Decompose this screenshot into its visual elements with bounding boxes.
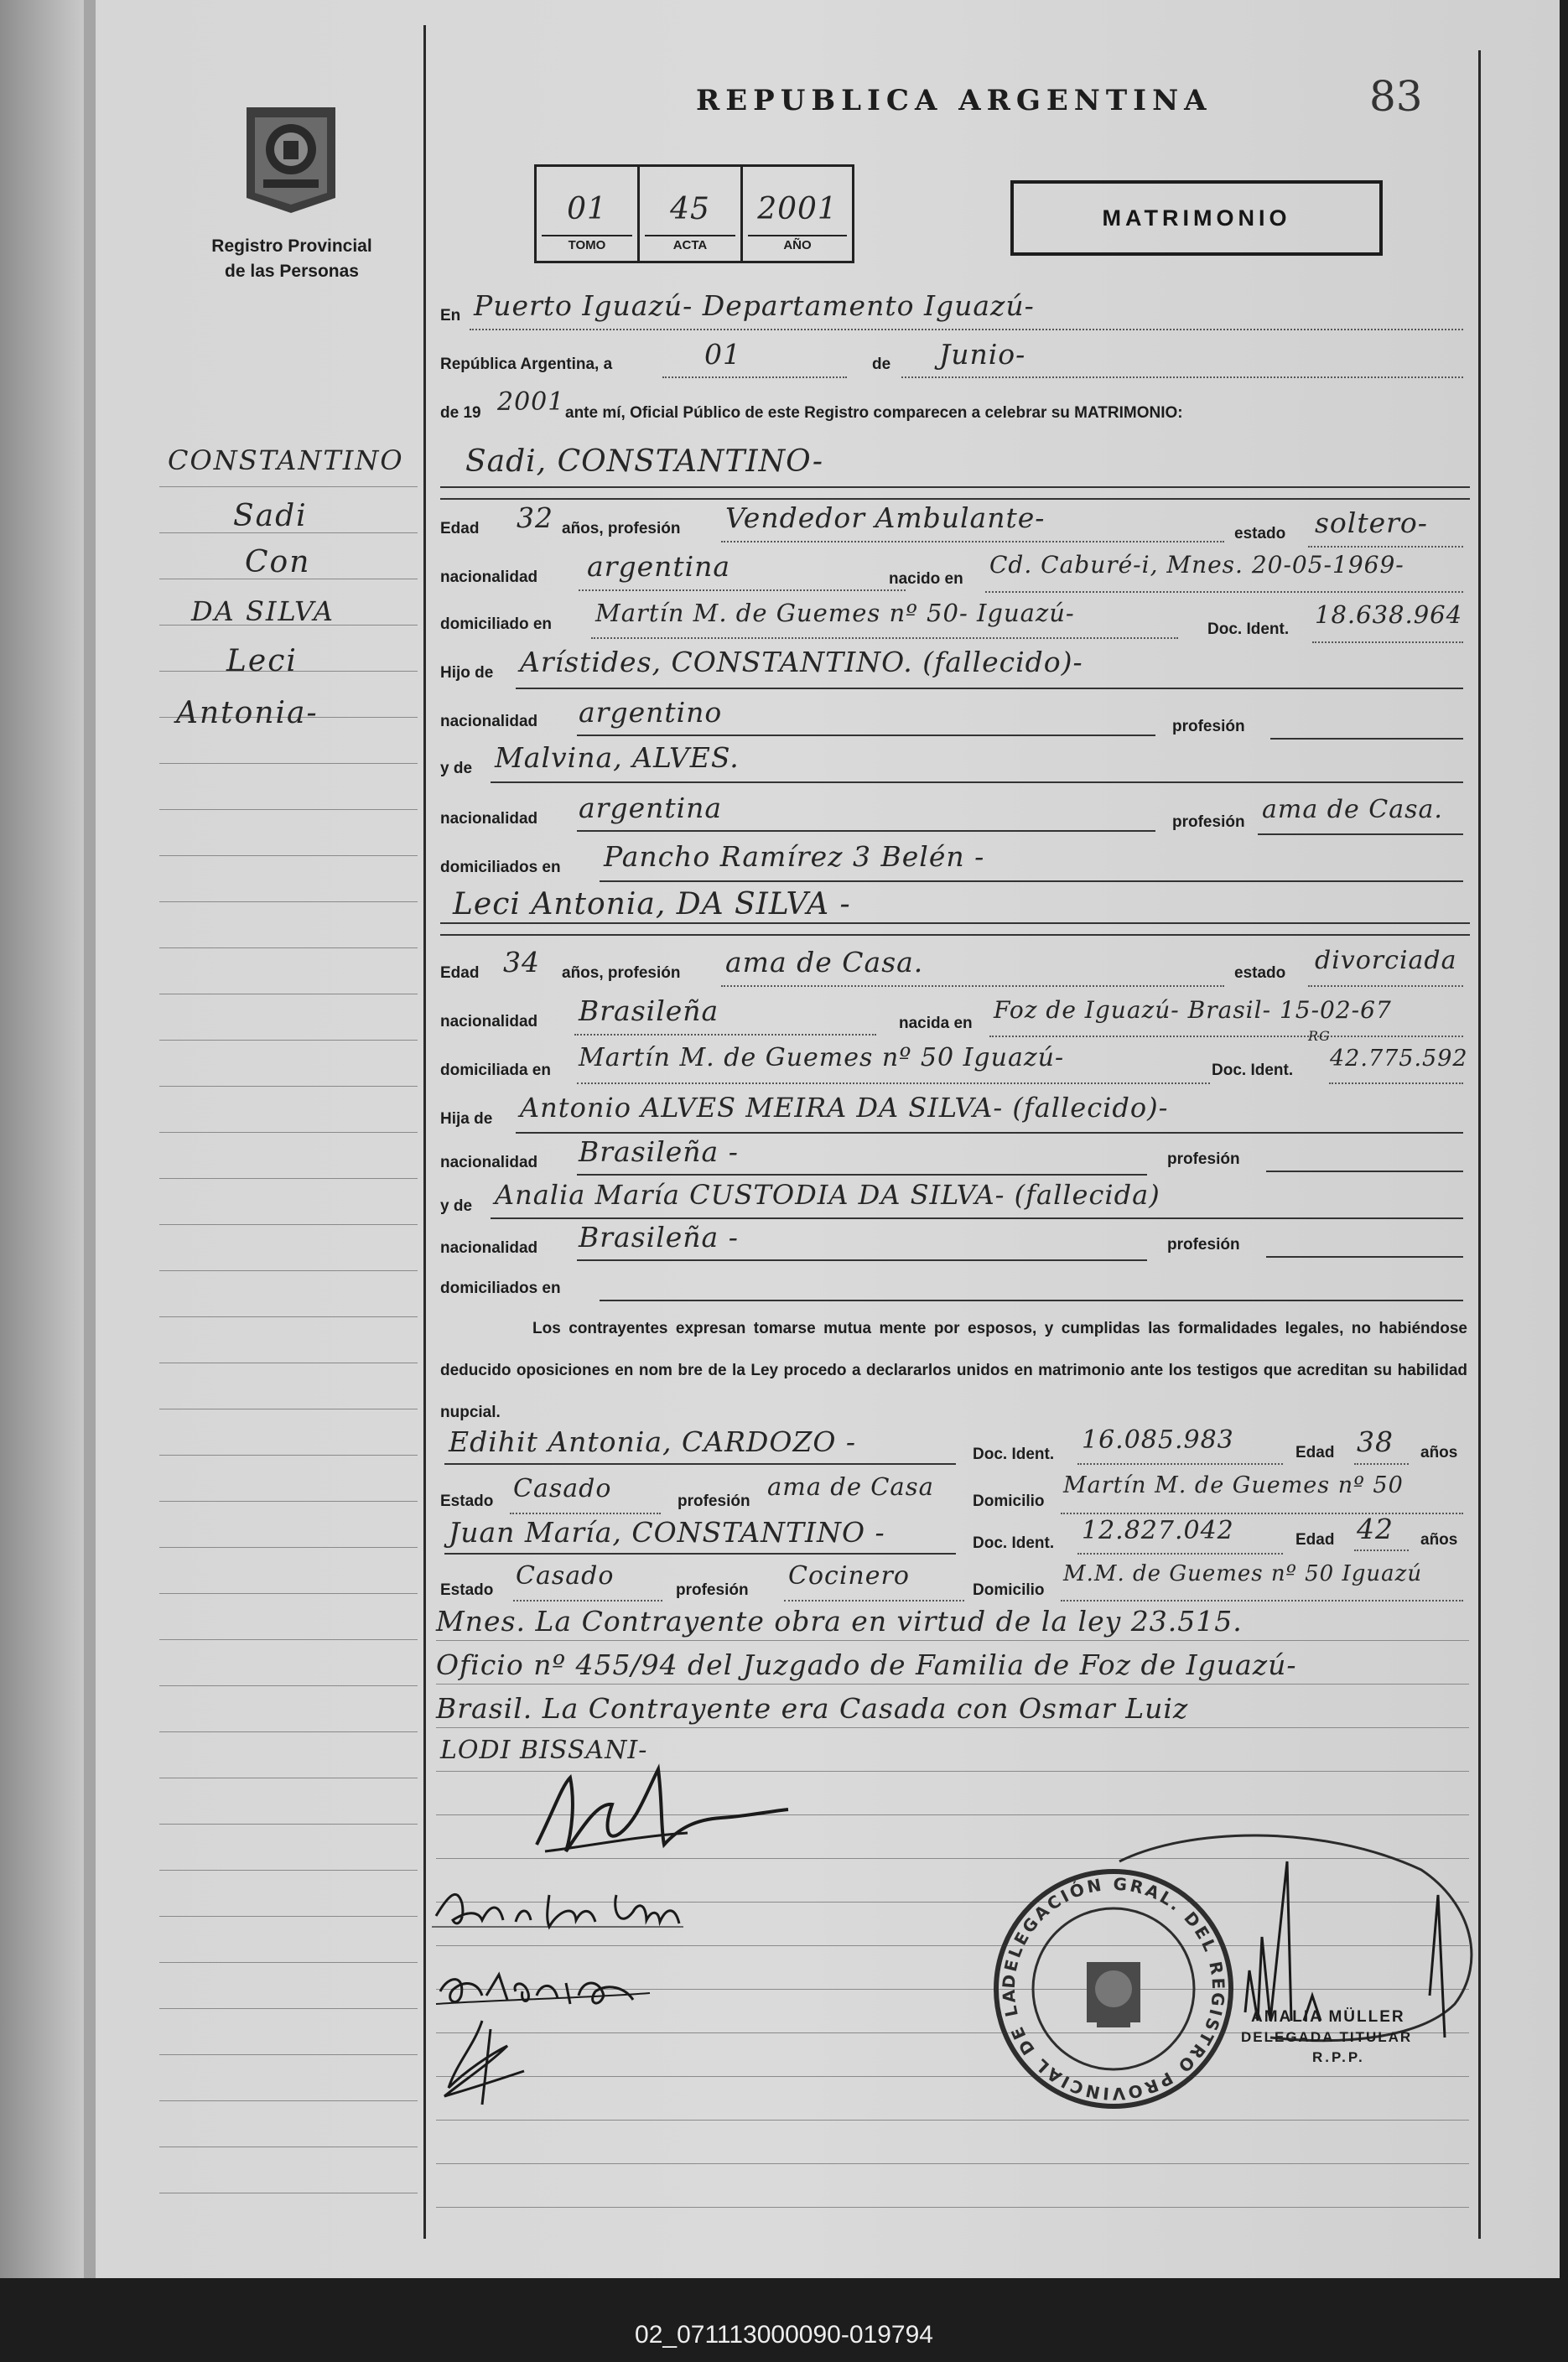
body-ruled-line	[436, 1640, 1469, 1641]
margin-ruled-line	[159, 1224, 418, 1225]
margin-ruled-line	[159, 1040, 418, 1041]
bride-padre-prof-label: profesión	[1167, 1150, 1240, 1168]
appearance-statement: ante mí, Oficial Público de este Registro comparecen a celebrar su MATRIMONIO:	[565, 404, 1183, 422]
margin-con: Con	[245, 545, 311, 579]
scan-footer-band	[0, 2278, 1568, 2362]
margin-ruled-line	[159, 2008, 418, 2009]
groom-domicilio: Martín M. de Guemes nº 50- Iguazú-	[595, 599, 1075, 627]
groom-madre-prof-label: profesión	[1172, 813, 1245, 831]
margin-ruled-line	[159, 1824, 418, 1825]
margin-ruled-line	[159, 1501, 418, 1502]
groom-doc: 18.638.964	[1315, 600, 1463, 629]
margin-ruled-line	[159, 1455, 418, 1456]
bride-nacida-label: nacida en	[899, 1015, 973, 1032]
groom-nacionalidad: argentina	[587, 550, 731, 583]
groom-edad-label: Edad	[440, 520, 480, 537]
witness1-domicilio: Martín M. de Guemes nº 50	[1063, 1472, 1404, 1498]
margin-ruled-line	[159, 1132, 418, 1133]
groom-madre-prof: ama de Casa.	[1262, 795, 1443, 824]
place-label: En	[440, 307, 461, 324]
bride-nac-label: nacionalidad	[440, 1013, 538, 1030]
groom-name: Sadi, CONSTANTINO-	[465, 444, 824, 479]
witness2-profesion: Cocinero	[788, 1561, 910, 1591]
witness1-doc: 16.085.983	[1082, 1425, 1234, 1455]
note-line-4: LODI BISSANI-	[440, 1736, 648, 1765]
witness1-prof-label: profesión	[678, 1492, 750, 1510]
witness2-edad-label: Edad	[1295, 1531, 1335, 1549]
margin-ruled-line	[159, 1639, 418, 1640]
body-ruled-line	[436, 2207, 1469, 2208]
body-ruled-line	[436, 2076, 1469, 2077]
witness2-doc: 12.827.042	[1082, 1516, 1234, 1545]
bride-padre: Antonio ALVES MEIRA DA SILVA- (fallecido)-	[520, 1092, 1169, 1124]
groom-padres-dom-label: domiciliados en	[440, 859, 561, 876]
bride-anos-prof-label: años, profesión	[562, 964, 681, 982]
bride-estado: divorciada	[1315, 946, 1457, 975]
groom-edad: 32	[517, 501, 553, 534]
bride-estado-label: estado	[1234, 964, 1286, 982]
delegate-stamp-title: DELEGADA TITULAR	[1241, 2029, 1413, 2045]
record-number-boxes	[534, 164, 854, 263]
bride-yde-label: y de	[440, 1197, 473, 1215]
bride-domicilio: Martín M. de Guemes nº 50 Iguazú-	[579, 1043, 1065, 1072]
bride-name: Leci Antonia, DA SILVA -	[453, 887, 851, 921]
margin-groom-surname: CONSTANTINO	[168, 444, 404, 476]
groom-anos-prof-label: años, profesión	[562, 520, 681, 537]
officer-signature	[520, 1752, 797, 1870]
groom-estado: soltero-	[1315, 506, 1428, 539]
bride-doc-prefix: RG	[1308, 1028, 1331, 1044]
acta-box	[640, 167, 743, 261]
tomo-box	[537, 167, 640, 261]
delegate-signature	[1069, 1828, 1488, 2063]
witness1-edad-label: Edad	[1295, 1444, 1335, 1461]
margin-ruled-line	[159, 1178, 418, 1179]
acta-label: ACTA	[672, 238, 708, 252]
margin-divider	[423, 25, 426, 2239]
tomo-label: TOMO	[568, 238, 606, 252]
margin-ruled-line	[159, 1593, 418, 1594]
book-spine	[84, 0, 96, 2278]
bride-madre-prof-label: profesión	[1167, 1236, 1240, 1254]
bride-edad-label: Edad	[440, 964, 480, 982]
bride-signature	[432, 1878, 734, 1937]
margin-bride-name: Leci	[226, 644, 298, 678]
groom-padre-prof-label: profesión	[1172, 718, 1245, 735]
margin-ruled-line	[159, 1731, 418, 1732]
groom-doc-label: Doc. Ident.	[1207, 620, 1290, 638]
groom-padre-nac: argentino	[579, 696, 723, 729]
witness1-doc-label: Doc. Ident.	[973, 1446, 1055, 1463]
groom-madre: Malvina, ALVES.	[495, 741, 740, 774]
note-line-2: Oficio nº 455/94 del Juzgado de Familia de Foz de Iguazú-	[436, 1648, 1297, 1681]
ano-value: 2001	[757, 192, 838, 226]
groom-hijo-label: Hijo de	[440, 664, 494, 682]
date-label-a: República Argentina, a	[440, 356, 613, 373]
registry-name-line2: de las Personas	[225, 262, 359, 281]
bride-nacionalidad: Brasileña	[579, 994, 719, 1027]
witness2-name: Juan María, CONSTANTINO -	[449, 1516, 885, 1549]
record-type-box: MATRIMONIO	[1010, 180, 1383, 256]
declaration-paragraph: Los contrayentes expresan tomarse mutua mente por esposos, y cumplidas las formalidades legales, no habiéndose deducido oposiciones en nom bre de la Ley procedo a declararlos unidos en matrimonio ante los testigos que acreditan su habilidad nupcial.	[440, 1320, 1467, 1421]
groom-padre: Arístides, CONSTANTINO. (fallecido)-	[520, 646, 1083, 678]
ano-label: AÑO	[783, 238, 812, 252]
bride-padre-nac-label: nacionalidad	[440, 1154, 538, 1171]
margin-ruled-line	[159, 1685, 418, 1686]
witness2-domicilio: M.M. de Guemes nº 50 Iguazú	[1063, 1561, 1423, 1586]
witness-signature-constantino	[432, 2012, 549, 2113]
seal-ring-text: DELEGACIÓN GRAL. DEL REGISTRO PROVINCIAL DE LA	[998, 1873, 1229, 2105]
country-heading: REPUBLICA ARGENTINA	[696, 84, 1212, 117]
bride-doc-label: Doc. Ident.	[1212, 1062, 1294, 1079]
witness1-name: Edihit Antonia, CARDOZO -	[449, 1425, 857, 1458]
margin-ruled-line	[159, 1962, 418, 1963]
bride-doc: 42.775.592	[1330, 1046, 1468, 1072]
scan-identifier: 02_071113000090-019794	[635, 2321, 933, 2349]
body-ruled-line	[436, 2120, 1469, 2121]
delegate-stamp-office: R.P.P.	[1312, 2049, 1365, 2065]
witness2-anos-label: años	[1420, 1531, 1458, 1549]
folio-number: 83	[1369, 72, 1423, 121]
margin-bride-surname: DA SILVA	[191, 595, 335, 627]
coat-of-arms-emblem	[241, 99, 340, 216]
body-ruled-line	[436, 1684, 1469, 1685]
date-label-b: de	[872, 356, 891, 373]
groom-madre-nac: argentina	[579, 792, 723, 824]
year-value: 2001	[497, 387, 565, 417]
groom-nacido-label: nacido en	[889, 570, 963, 588]
witness2-doc-label: Doc. Ident.	[973, 1534, 1055, 1552]
margin-ruled-line	[159, 809, 418, 810]
bride-edad: 34	[503, 946, 540, 979]
witness2-estado: Casado	[516, 1561, 615, 1591]
margin-ruled-line	[159, 486, 418, 487]
year-prefix: de 19	[440, 404, 481, 422]
witness2-edad: 42	[1357, 1513, 1394, 1545]
groom-nac-label: nacionalidad	[440, 568, 538, 586]
groom-estado-label: estado	[1234, 525, 1286, 542]
witness1-profesion: ama de Casa	[767, 1472, 934, 1501]
witness1-anos-label: años	[1420, 1444, 1458, 1461]
witness1-edad: 38	[1357, 1425, 1394, 1458]
place-value: Puerto Iguazú- Departamento Iguazú-	[474, 289, 1035, 322]
groom-nacido: Cd. Caburé-i, Mnes. 20-05-1969-	[989, 551, 1404, 579]
witness1-estado: Casado	[513, 1474, 612, 1503]
margin-ruled-line	[159, 1316, 418, 1317]
bride-nacida: Foz de Iguazú- Brasil- 15-02-67	[994, 996, 1392, 1024]
margin-groom-name: Sadi	[233, 499, 308, 533]
witness1-dom-label: Domicilio	[973, 1492, 1045, 1510]
margin-ruled-line	[159, 763, 418, 764]
margin-ruled-line	[159, 1916, 418, 1917]
note-line-3: Brasil. La Contrayente era Casada con Osmar Luiz	[436, 1692, 1189, 1725]
margin-ruled-line	[159, 1270, 418, 1271]
bride-dom-label: domiciliada en	[440, 1062, 551, 1079]
bride-hija-label: Hija de	[440, 1110, 493, 1128]
groom-dom-label: domiciliado en	[440, 615, 553, 633]
margin-ruled-line	[159, 901, 418, 902]
bride-madre-nac-label: nacionalidad	[440, 1239, 538, 1257]
bride-madre-nac: Brasileña -	[579, 1221, 739, 1254]
margin-ruled-line	[159, 855, 418, 856]
groom-profesion: Vendedor Ambulante-	[725, 501, 1046, 534]
bride-profesion: ama de Casa.	[725, 946, 924, 979]
bride-padres-dom-label: domiciliados en	[440, 1280, 561, 1297]
margin-ruled-line	[159, 1870, 418, 1871]
margin-ruled-line	[159, 2100, 418, 2101]
acta-value: 45	[670, 192, 710, 226]
facing-page-edge	[0, 0, 94, 2278]
tomo-value: 01	[567, 192, 607, 226]
witness-signature-cardozo	[432, 1958, 683, 2017]
groom-yde-label: y de	[440, 760, 473, 777]
witness2-dom-label: Domicilio	[973, 1581, 1045, 1599]
witness1-estado-label: Estado	[440, 1492, 494, 1510]
witness2-prof-label: profesión	[676, 1581, 749, 1599]
bride-madre: Analia María CUSTODIA DA SILVA- (fallecida)	[495, 1179, 1160, 1211]
day-value: 01	[704, 338, 741, 371]
registry-name-line1: Registro Provincial	[211, 236, 372, 256]
witness2-estado-label: Estado	[440, 1581, 494, 1599]
groom-madre-nac-label: nacionalidad	[440, 810, 538, 828]
delegate-stamp-name: AMALIA MÜLLER	[1251, 2008, 1405, 2026]
body-ruled-line	[436, 2163, 1469, 2164]
bride-padre-nac: Brasileña -	[579, 1135, 739, 1168]
margin-ruled-line	[159, 2054, 418, 2055]
ano-box	[743, 167, 852, 261]
month-value: Junio-	[939, 338, 1026, 371]
note-line-1: Mnes. La Contrayente obra en virtud de la ley 23.515.	[436, 1605, 1243, 1638]
margin-ruled-line	[159, 947, 418, 948]
body-ruled-line	[436, 1727, 1469, 1728]
margin-ruled-line	[159, 1547, 418, 1548]
groom-padres-dom: Pancho Ramírez 3 Belén -	[604, 840, 985, 873]
margin-bride-name2: Antonia-	[176, 696, 319, 730]
margin-ruled-line	[159, 1086, 418, 1087]
groom-padre-nac-label: nacionalidad	[440, 713, 538, 730]
